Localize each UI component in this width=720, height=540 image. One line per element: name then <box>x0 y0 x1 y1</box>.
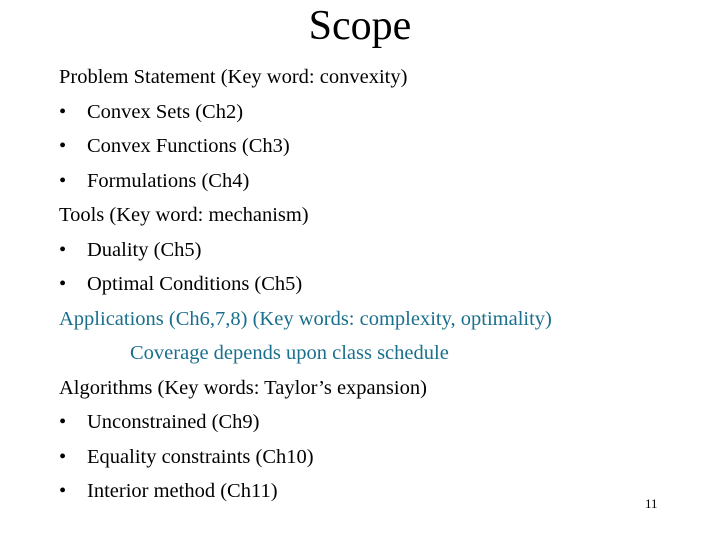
section-heading-tools: Tools (Key word: mechanism) <box>59 204 309 226</box>
bullet-item-formulations <box>59 164 699 199</box>
bullet-text: Equality constraints (Ch10) <box>87 445 314 468</box>
bullet-glyph: • <box>59 480 67 502</box>
bullet-item-convex-functions <box>59 129 699 164</box>
page-number: 11 <box>645 496 658 511</box>
bullet-item-interior-method <box>59 474 699 509</box>
bullet-item-unconstrained <box>59 405 699 440</box>
bullet-text: Convex Sets (Ch2) <box>87 100 244 123</box>
bullet-text: Convex Functions (Ch3) <box>87 135 290 157</box>
bullet-text: Interior method (Ch11) <box>87 480 278 502</box>
coverage-note: Coverage depends upon class schedule <box>130 342 449 364</box>
bullet-glyph: • <box>59 445 67 468</box>
bullet-item-equality-constraints <box>59 440 699 475</box>
section-heading-algorithms: Algorithms (Key words: Taylor’s expansion) <box>59 376 427 399</box>
bullet-item-convex-sets <box>59 95 699 130</box>
bullet-glyph: • <box>59 273 67 295</box>
section-heading-applications: Applications (Ch6,7,8) (Key words: complexity, optimality) <box>59 307 552 330</box>
bullet-glyph: • <box>59 169 67 192</box>
bullet-glyph: • <box>59 100 67 123</box>
bullet-text: Duality (Ch5) <box>87 238 202 261</box>
bullet-text: Optimal Conditions (Ch5) <box>87 273 303 295</box>
bullet-item-optimal-conditions <box>59 267 699 302</box>
slide-body <box>59 60 699 509</box>
bullet-item-duality <box>59 233 699 268</box>
slide-title: Scope <box>308 3 412 49</box>
bullet-glyph: • <box>59 238 67 261</box>
section-heading-problem-statement: Problem Statement (Key word: convexity) <box>59 66 408 88</box>
bullet-glyph: • <box>59 135 67 157</box>
bullet-glyph: • <box>59 411 67 433</box>
bullet-text: Unconstrained (Ch9) <box>87 411 260 433</box>
bullet-text: Formulations (Ch4) <box>87 169 250 192</box>
